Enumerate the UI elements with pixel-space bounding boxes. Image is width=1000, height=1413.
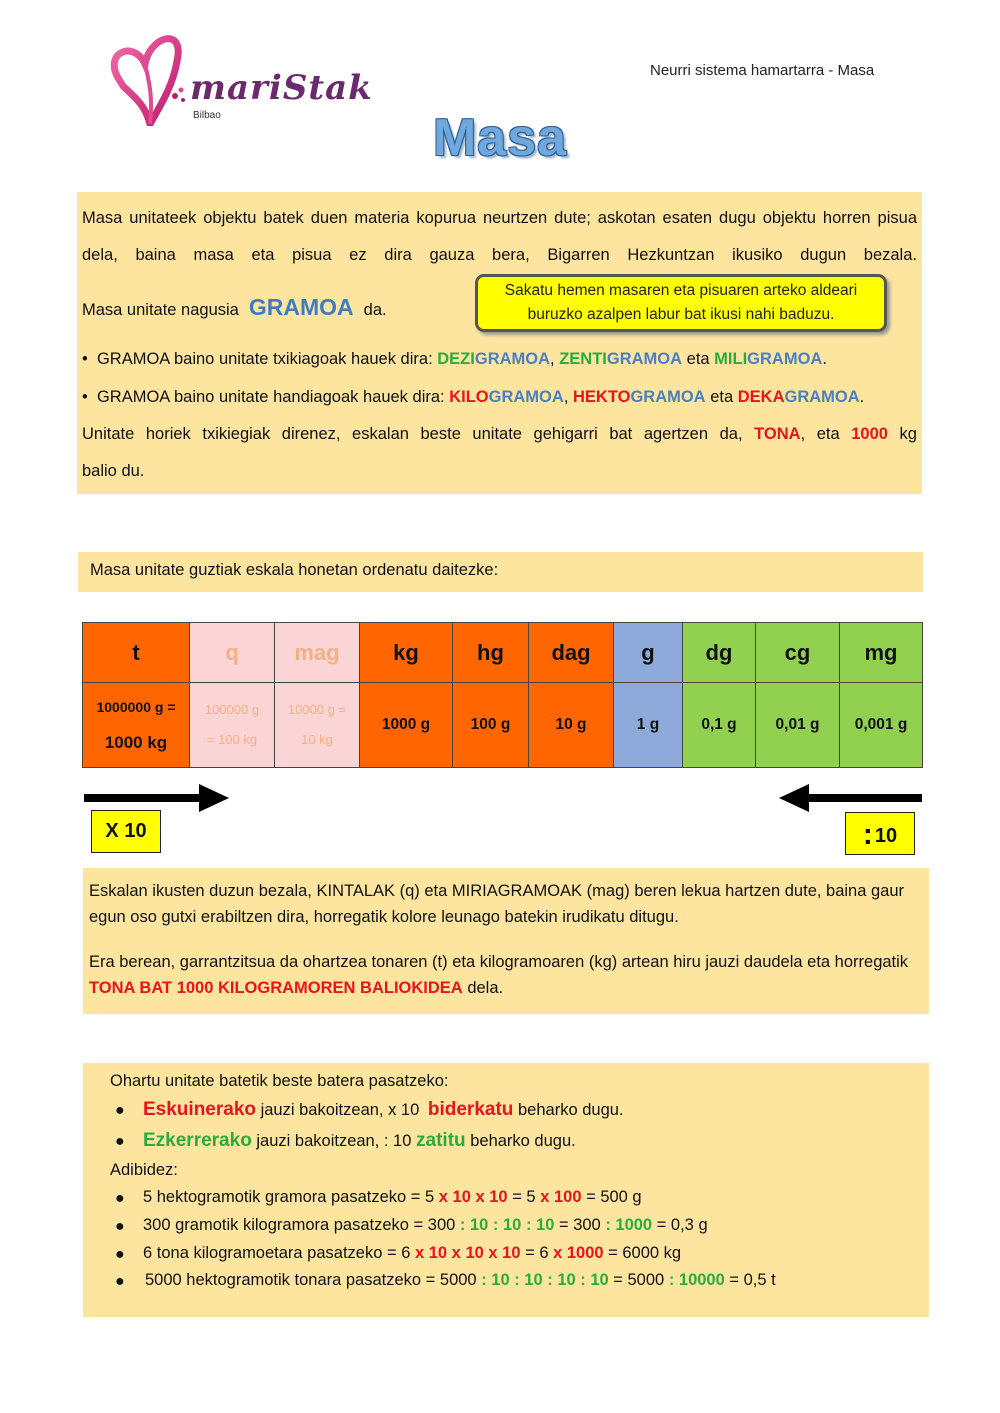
example-text: = 0,5 t <box>729 1271 776 1289</box>
divide-label <box>845 812 915 855</box>
logo-wordmark: mariStak <box>190 68 373 108</box>
tona-note: Unitate horiek txikiegiak direnez, eskalan beste unitate gehigarri bat agertzen da, TONA, eta 1000 kg <box>82 425 917 443</box>
intro-paragraph: Masa unitateek objektu batek duen materia kopurua neurtzen dute; askotan esaten dugu objektu horren pisua dela, baina masa eta pisua ez dira gauza bera, Bigarren Hezkuntzan ikusiko dugun bezala. <box>82 209 917 264</box>
examples-label: Adibidez: <box>110 1161 178 1179</box>
tona-note-end: balio du. <box>82 462 145 480</box>
bullet-dot: ● <box>115 1133 125 1150</box>
example-2 <box>143 1216 708 1235</box>
unit-q: q <box>190 623 275 683</box>
bullet-dot: ● <box>115 1246 125 1263</box>
value-kg: 1000 g <box>360 683 453 768</box>
example-text: 5 hektogramotik gramora pasatzeko = 5 <box>143 1188 435 1206</box>
example-op: x 100 <box>540 1188 582 1206</box>
divide-symbol: : <box>862 818 873 851</box>
example-text: = 500 g <box>586 1188 642 1206</box>
value-line: 100000 g <box>204 702 260 717</box>
rule-left-op: zatitu <box>416 1130 466 1151</box>
unit-mag: mag <box>275 623 360 683</box>
rule-text: jauzi bakoitzean, x 10 <box>260 1101 420 1119</box>
divide-value: 10 <box>874 825 898 847</box>
value-g: 1 g <box>614 683 683 768</box>
unit-prefix-mili: MILI <box>714 350 748 368</box>
example-text: = 300 <box>558 1216 601 1234</box>
multiply-label: X 10 <box>91 810 161 853</box>
unit-base: GRAMOA <box>474 350 551 368</box>
example-1 <box>143 1188 642 1207</box>
and-word: eta <box>710 388 734 406</box>
unit-dg: dg <box>683 623 756 683</box>
bullet-dot: ● <box>115 1273 125 1290</box>
unit-base: GRAMOA <box>747 350 823 368</box>
bullet-dot: • <box>82 350 93 368</box>
example-op: : 10000 <box>668 1271 725 1289</box>
value-line: 10000 g = <box>287 702 347 717</box>
value-mg: 0,001 g <box>840 683 923 768</box>
rule-text: jauzi bakoitzean, : 10 <box>256 1132 412 1150</box>
bullet-dot: • <box>82 388 93 406</box>
unit-base: GRAMOA <box>784 388 860 406</box>
rules-panel <box>83 1063 929 1317</box>
value-line: 10 kg <box>301 732 333 747</box>
value-mag <box>275 683 360 768</box>
notes-panel <box>83 868 929 1014</box>
scale-intro-text: Masa unitate guztiak eskala honetan ordenatu daitezke: <box>90 561 499 579</box>
bigger-units-prefix: GRAMOA baino unitate handiagoak hauek dira: <box>96 388 445 406</box>
tona-text: Unitate horiek txikiegiak direnez, eskalan beste unitate gehigarri bat agertzen da, <box>82 425 743 443</box>
mass-scale-table <box>82 622 923 768</box>
example-text: = 6 <box>525 1244 549 1262</box>
note-text: Era berean, garrantzitsua da ohartzea tonaren (t) eta kilogramoaren (kg) artean hiru jauzi daudela eta horregatik <box>89 953 909 971</box>
header-subject: Neurri sistema hamartarra - Masa <box>650 62 875 79</box>
rule-left-word: Ezkerrerako <box>143 1130 252 1151</box>
unit-prefix-hekto: HEKTO <box>572 388 631 406</box>
example-op: x 10 x 10 <box>438 1188 508 1206</box>
tona-text: eta <box>816 425 840 443</box>
unit-dag: dag <box>529 623 614 683</box>
unit-hg: hg <box>453 623 529 683</box>
tona-value: 1000 <box>851 425 888 443</box>
main-unit-line <box>82 289 387 329</box>
bullet-dot: ● <box>115 1190 125 1207</box>
value-line: = 100 kg <box>206 732 258 747</box>
tona-word: TONA <box>754 425 801 443</box>
value-cg: 0,01 g <box>756 683 840 768</box>
main-unit: GRAMOA <box>248 294 354 320</box>
smaller-units-line: • GRAMOA baino unitate txikiagoak hauek dira: DEZIGRAMOA, ZENTIGRAMOA eta MILIGRAMOA. <box>82 350 827 368</box>
value-dag: 10 g <box>529 683 614 768</box>
example-text: 300 gramotik kilogramora pasatzeko = 300 <box>143 1216 456 1234</box>
tona-unit: kg <box>899 425 917 443</box>
note-highlight: TONA BAT 1000 KILOGRAMOREN BALIOKIDEA <box>89 979 463 997</box>
main-unit-suffix: da. <box>363 301 387 319</box>
info-button[interactable]: Sakatu hemen masaren eta pisuaren arteko aldeari buruzko azalpen labur bat ikusi nahi baduzu. <box>475 274 887 332</box>
intro-panel <box>77 192 922 494</box>
unit-base: GRAMOA <box>488 388 564 406</box>
unit-prefix-dezi: DEZI <box>437 350 475 368</box>
arrow-right-icon <box>84 783 234 813</box>
unit-base: GRAMOA <box>630 388 706 406</box>
scale-intro-panel <box>78 552 923 592</box>
bullet-dot: ● <box>115 1218 125 1235</box>
note-tona <box>89 949 919 1001</box>
unit-g: g <box>614 623 683 683</box>
example-op: : 10 : 10 : 10 <box>459 1216 555 1234</box>
example-op: x 10 x 10 x 10 <box>414 1244 521 1262</box>
example-4 <box>145 1271 776 1290</box>
rule-left <box>143 1130 576 1152</box>
note-text: dela. <box>467 979 504 997</box>
logo-city: Bilbao <box>193 110 221 121</box>
value-t <box>83 683 190 768</box>
example-op: x 1000 <box>553 1244 604 1262</box>
rule-right <box>143 1099 624 1121</box>
example-text: 5000 hektogramotik tonara pasatzeko = 5000 <box>145 1271 477 1289</box>
value-line: 1000000 g = <box>96 699 176 715</box>
note-kintal: Eskalan ikusten duzun bezala, KINTALAK (q) eta MIRIAGRAMOAK (mag) beren lekua hartzen dute, baina gaur egun oso gutxi erabiltzen dira, horregatik kolore leunago batekin irudikatu ditugu. <box>89 882 905 926</box>
rules-intro: Ohartu unitate batetik beste batera pasatzeko: <box>110 1072 449 1090</box>
arrow-left-icon <box>774 783 924 813</box>
example-op: : 10 : 10 : 10 : 10 <box>481 1271 609 1289</box>
rule-text: beharko dugu. <box>470 1132 576 1150</box>
rule-text: beharko dugu. <box>518 1101 624 1119</box>
main-unit-prefix: Masa unitate nagusia <box>82 301 239 319</box>
example-3 <box>143 1244 681 1263</box>
example-text: = 5000 <box>613 1271 665 1289</box>
and-word: eta <box>686 350 710 368</box>
value-q <box>190 683 275 768</box>
smaller-units-prefix: GRAMOA baino unitate txikiagoak hauek dira: <box>96 350 433 368</box>
unit-kg: kg <box>360 623 453 683</box>
unit-prefix-kilo: KILO <box>449 388 489 406</box>
page-title: Masa <box>432 109 568 167</box>
value-hg: 100 g <box>453 683 529 768</box>
bullet-dot: ● <box>115 1102 125 1119</box>
unit-t: t <box>83 623 190 683</box>
unit-cg: cg <box>756 623 840 683</box>
example-text: 6 tona kilogramoetara pasatzeko = 6 <box>143 1244 411 1262</box>
example-op: : 1000 <box>605 1216 653 1234</box>
unit-prefix-zenti: ZENTI <box>559 350 607 368</box>
example-text: = 0,3 g <box>656 1216 708 1234</box>
example-text: = 6000 kg <box>608 1244 682 1262</box>
value-dg: 0,1 g <box>683 683 756 768</box>
example-text: = 5 <box>512 1188 536 1206</box>
unit-prefix-deka: DEKA <box>737 388 785 406</box>
unit-base: GRAMOA <box>606 350 683 368</box>
unit-mg: mg <box>840 623 923 683</box>
value-line: 1000 kg <box>104 733 168 752</box>
rule-right-word: Eskuinerako <box>143 1099 256 1120</box>
rule-right-op: biderkatu <box>427 1099 514 1120</box>
bigger-units-line: • GRAMOA baino unitate handiagoak hauek dira: KILOGRAMOA, HEKTOGRAMOA eta DEKAGRAMOA. <box>82 388 865 406</box>
